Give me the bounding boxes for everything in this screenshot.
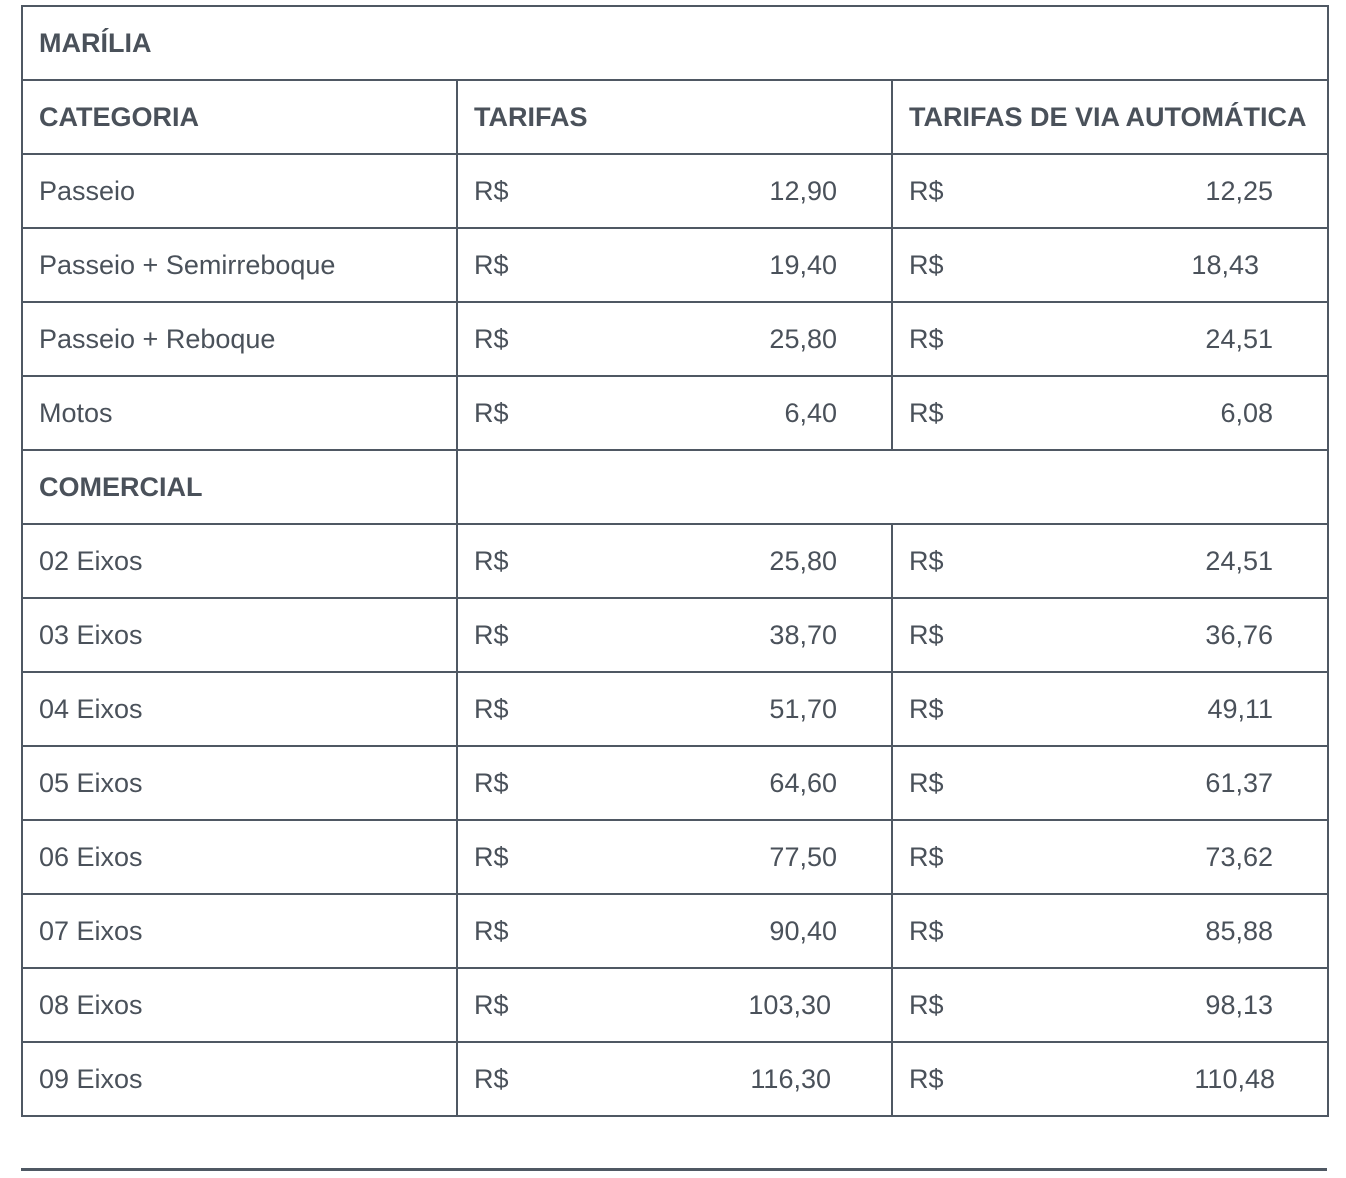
currency-label: R$ — [474, 693, 509, 724]
currency-label: R$ — [474, 323, 509, 354]
currency-label: R$ — [474, 545, 509, 576]
row-categoria: 03 Eixos — [22, 598, 457, 672]
currency-label: R$ — [909, 619, 944, 650]
row-categoria: Passeio — [22, 154, 457, 228]
section-empty-cell — [457, 450, 1328, 524]
row-tarifa-via: 24,51 — [1205, 323, 1273, 354]
header-row — [22, 80, 1328, 154]
currency-label: R$ — [909, 249, 944, 280]
header-categoria: CATEGORIA — [22, 80, 457, 154]
row-categoria: Passeio + Reboque — [22, 302, 457, 376]
table-row — [22, 376, 1328, 450]
row-tarifa-cell — [457, 672, 892, 746]
header-tarifas-via-automatica: TARIFAS DE VIA AUTOMÁTICA — [892, 80, 1328, 154]
currency-label: R$ — [474, 1063, 509, 1094]
currency-label: R$ — [474, 767, 509, 798]
currency-label: R$ — [909, 323, 944, 354]
row-categoria: 07 Eixos — [22, 894, 457, 968]
row-tarifa-via: 98,13 — [1205, 989, 1273, 1020]
row-tarifa-via-cell — [892, 376, 1328, 450]
row-categoria: 08 Eixos — [22, 968, 457, 1042]
row-tarifa: 38,70 — [769, 619, 837, 650]
table-row — [22, 598, 1328, 672]
row-tarifa: 116,30 — [750, 1063, 831, 1094]
row-tarifa-via-cell — [892, 894, 1328, 968]
row-tarifa: 19,40 — [769, 249, 837, 280]
tariff-table — [21, 5, 1329, 1117]
row-tarifa: 77,50 — [769, 841, 837, 872]
row-tarifa-via-cell — [892, 598, 1328, 672]
row-tarifa: 103,30 — [748, 989, 831, 1020]
row-tarifa-via: 18,43 — [1191, 249, 1259, 280]
row-tarifa-cell — [457, 524, 892, 598]
currency-label: R$ — [474, 989, 509, 1020]
table-row — [22, 1042, 1328, 1116]
row-tarifa: 64,60 — [769, 767, 837, 798]
row-tarifa-cell — [457, 302, 892, 376]
table-row — [22, 524, 1328, 598]
currency-label: R$ — [909, 989, 944, 1020]
row-tarifa: 12,90 — [769, 175, 837, 206]
currency-label: R$ — [909, 841, 944, 872]
table-row — [22, 154, 1328, 228]
currency-label: R$ — [909, 397, 944, 428]
row-categoria: 09 Eixos — [22, 1042, 457, 1116]
table-row — [22, 894, 1328, 968]
row-categoria: Motos — [22, 376, 457, 450]
table-row — [22, 820, 1328, 894]
table-row — [22, 228, 1328, 302]
table-row — [22, 672, 1328, 746]
row-categoria: 05 Eixos — [22, 746, 457, 820]
row-tarifa-cell — [457, 968, 892, 1042]
row-tarifa-via: 110,48 — [1194, 1063, 1275, 1094]
row-tarifa: 6,40 — [784, 397, 837, 428]
table-row — [22, 968, 1328, 1042]
row-tarifa-via: 73,62 — [1205, 841, 1273, 872]
section-comercial: COMERCIAL — [22, 450, 457, 524]
row-tarifa-via: 12,25 — [1205, 175, 1273, 206]
row-tarifa-via-cell — [892, 746, 1328, 820]
row-categoria: 02 Eixos — [22, 524, 457, 598]
row-tarifa-cell — [457, 894, 892, 968]
section-row — [22, 450, 1328, 524]
currency-label: R$ — [909, 693, 944, 724]
row-tarifa-via-cell — [892, 524, 1328, 598]
row-tarifa-via: 61,37 — [1205, 767, 1273, 798]
currency-label: R$ — [909, 545, 944, 576]
currency-label: R$ — [909, 915, 944, 946]
row-tarifa-cell — [457, 376, 892, 450]
currency-label: R$ — [909, 767, 944, 798]
tariff-table-body — [22, 6, 1328, 1116]
row-tarifa-via-cell — [892, 672, 1328, 746]
table-row — [22, 746, 1328, 820]
row-tarifa: 25,80 — [769, 545, 837, 576]
row-tarifa-via-cell — [892, 820, 1328, 894]
row-tarifa-via-cell — [892, 154, 1328, 228]
row-tarifa-via-cell — [892, 228, 1328, 302]
row-tarifa-cell — [457, 154, 892, 228]
row-tarifa-cell — [457, 598, 892, 672]
row-tarifa-via: 24,51 — [1205, 545, 1273, 576]
row-tarifa-via-cell — [892, 302, 1328, 376]
row-tarifa: 90,40 — [769, 915, 837, 946]
currency-label: R$ — [909, 1063, 944, 1094]
row-categoria: Passeio + Semirreboque — [22, 228, 457, 302]
currency-label: R$ — [474, 175, 509, 206]
row-tarifa-cell — [457, 1042, 892, 1116]
currency-label: R$ — [474, 915, 509, 946]
row-tarifa: 25,80 — [769, 323, 837, 354]
header-tarifas: TARIFAS — [457, 80, 892, 154]
title-row — [22, 6, 1328, 80]
row-tarifa-cell — [457, 228, 892, 302]
row-tarifa-via: 36,76 — [1205, 619, 1273, 650]
row-tarifa-via: 85,88 — [1205, 915, 1273, 946]
table-bottom-rule — [21, 1168, 1327, 1171]
row-tarifa-via: 6,08 — [1220, 397, 1273, 428]
currency-label: R$ — [474, 619, 509, 650]
table-row — [22, 302, 1328, 376]
row-tarifa-via-cell — [892, 968, 1328, 1042]
currency-label: R$ — [474, 841, 509, 872]
row-tarifa-via: 49,11 — [1207, 693, 1273, 724]
row-categoria: 06 Eixos — [22, 820, 457, 894]
currency-label: R$ — [474, 397, 509, 428]
row-tarifa: 51,70 — [769, 693, 837, 724]
row-tarifa-cell — [457, 820, 892, 894]
row-tarifa-via-cell — [892, 1042, 1328, 1116]
row-categoria: 04 Eixos — [22, 672, 457, 746]
row-tarifa-cell — [457, 746, 892, 820]
table-title: MARÍLIA — [22, 6, 1328, 80]
currency-label: R$ — [474, 249, 509, 280]
currency-label: R$ — [909, 175, 944, 206]
